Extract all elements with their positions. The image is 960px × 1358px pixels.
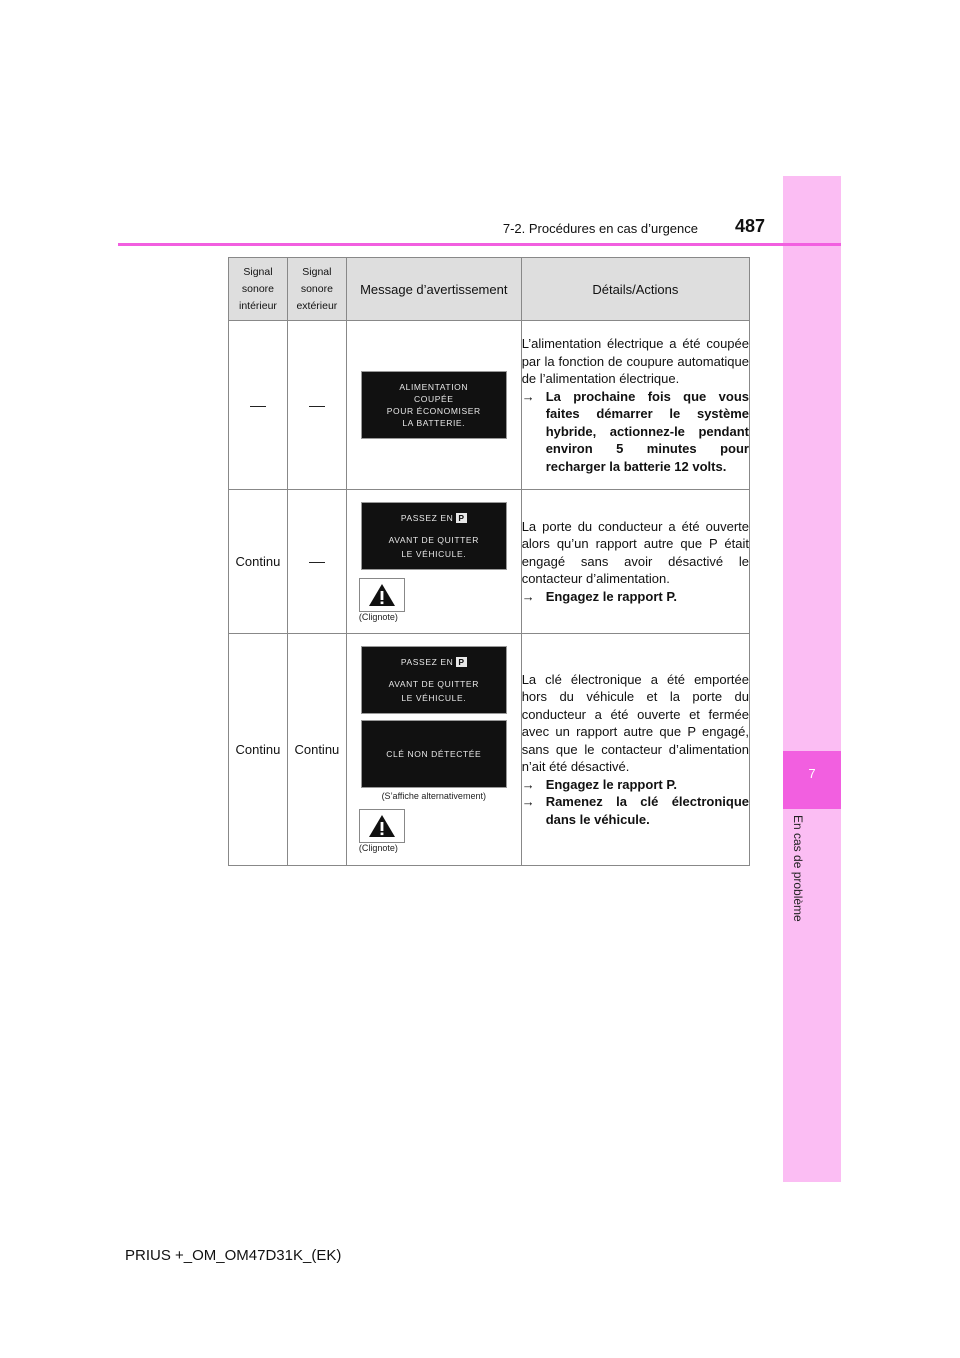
dash-mark xyxy=(309,562,325,563)
alternate-caption: (S’affiche alternativement) xyxy=(381,791,486,801)
header-interior-buzzer: Signal sonore intérieur xyxy=(229,258,288,321)
interior-buzzer-cell: Continu xyxy=(229,490,288,634)
blink-caption: (Clignote) xyxy=(358,843,398,853)
details-text: La clé électronique a été emportée hors du véhicule et la porte du conducteur a été ouverte et fermée avec un rapport autre que P engagé, sans que le contacteur d’alimentation n’ait été désactivé. xyxy=(521,671,749,775)
exterior-buzzer-cell: Continu xyxy=(287,634,346,866)
display-line: LA BATTERIE. xyxy=(402,418,466,428)
exterior-buzzer-cell xyxy=(287,490,346,634)
park-indicator-icon: P xyxy=(458,512,465,523)
display-line: AVANT DE QUITTER xyxy=(388,534,479,545)
chapter-side-tab xyxy=(783,176,841,1182)
blink-caption: (Clignote) xyxy=(358,611,398,622)
action-text: Ramenez la clé électronique dans le véhicule. xyxy=(545,794,749,827)
arrow-icon: → xyxy=(521,588,535,604)
header-warning-message: Message d’avertissement xyxy=(346,258,521,321)
display-line: LE VÉHICULE. xyxy=(401,548,467,559)
details-cell xyxy=(521,490,749,634)
action-item xyxy=(522,793,749,828)
arrow-icon: → xyxy=(521,794,535,810)
display-line: LE VÉHICULE. xyxy=(401,693,467,703)
warning-triangle-icon xyxy=(359,809,405,843)
display-line: CLÉ NON DÉTECTÉE xyxy=(386,749,482,759)
display-message xyxy=(361,371,507,439)
display-line: ALIMENTATION xyxy=(399,382,469,392)
warning-message-cell xyxy=(346,321,521,490)
display-line: POUR ÉCONOMISER xyxy=(386,406,481,416)
table-header-row xyxy=(229,258,750,321)
header-exterior-buzzer: Signal sonore extérieur xyxy=(287,258,346,321)
table-row xyxy=(229,634,750,866)
display-line: AVANT DE QUITTER xyxy=(388,679,479,689)
chapter-title: En cas de problème xyxy=(791,815,805,922)
warning-indicator xyxy=(359,578,419,622)
display-message xyxy=(361,502,507,570)
action-item xyxy=(522,776,749,794)
park-indicator-icon: P xyxy=(458,657,465,667)
chapter-number: 7 xyxy=(808,766,816,781)
interior-buzzer-cell xyxy=(229,321,288,490)
arrow-icon: → xyxy=(521,776,535,792)
warning-triangle-icon xyxy=(359,578,405,612)
display-message xyxy=(361,646,507,714)
header-rule xyxy=(118,243,841,246)
warning-message-cell xyxy=(346,634,521,866)
display-line: PASSEZ EN P xyxy=(400,512,465,523)
display-message xyxy=(361,720,507,788)
action-item xyxy=(522,388,749,476)
action-text: Engagez le rapport P. xyxy=(545,588,677,604)
page-number: 487 xyxy=(735,216,766,236)
details-text: La porte du conducteur a été ouverte alors qu’un rapport autre que P était engagé sans avoir désactivé le contacteur d’alimentation. xyxy=(521,518,749,587)
table-row xyxy=(229,321,750,490)
display-line: COUPÉE xyxy=(414,394,454,404)
dash-mark xyxy=(309,406,325,407)
display-line: PASSEZ EN P xyxy=(400,657,465,667)
details-cell xyxy=(521,634,749,866)
arrow-icon: → xyxy=(521,388,535,404)
dash-mark xyxy=(250,406,266,407)
warning-table xyxy=(228,257,750,866)
table-row xyxy=(229,490,750,634)
footer-model-code: PRIUS +_OM_OM47D31K_(EK) xyxy=(125,1247,342,1264)
details-cell xyxy=(521,321,749,490)
interior-buzzer-cell: Continu xyxy=(229,634,288,866)
action-text: Engagez le rapport P. xyxy=(545,776,677,792)
header-details-actions: Détails/Actions xyxy=(521,258,749,321)
warning-indicator xyxy=(359,809,419,853)
action-item xyxy=(522,588,749,606)
exterior-buzzer-cell xyxy=(287,321,346,490)
section-title: 7-2. Procédures en cas d’urgence xyxy=(502,221,698,236)
details-text: L’alimentation électrique a été coupée par la fonction de coupure automatique de l’alimentation électrique. xyxy=(521,336,749,386)
action-text: La prochaine fois que vous faites démarrer le système hybride, actionnez-le pendant environ 5 minutes pour recharger la batterie 12 volts. xyxy=(545,388,749,474)
warning-message-cell xyxy=(346,490,521,634)
